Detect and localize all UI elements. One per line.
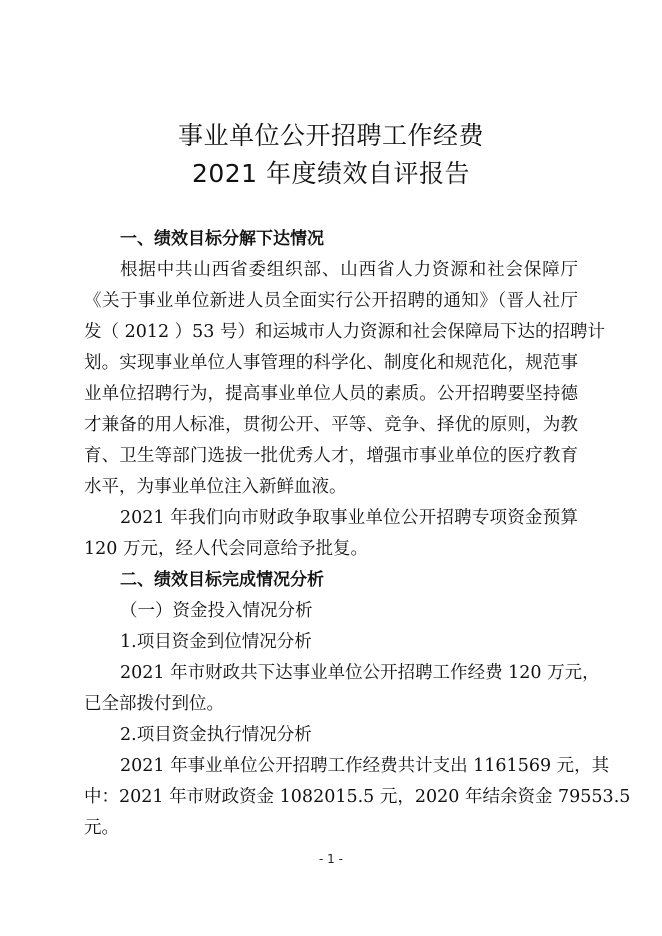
body-line: 育、卫生等部门选拔一批优秀人才，增强市事业单位的医疗教育 [84, 446, 578, 466]
body-line: 120 万元，经人代会同意给予批复。 [84, 539, 368, 559]
body-line: 水平，为事业单位注入新鲜血液。 [84, 477, 347, 497]
body-line: 2021 年市财政共下达事业单位公开招聘工作经费 120 万元， [120, 663, 600, 683]
document-body [84, 224, 631, 844]
document-title-line-1: 事业单位公开招聘工作经费 [177, 121, 484, 150]
document-title-line-2: 2021 年度绩效自评报告 [191, 159, 471, 188]
body-line: 发（ 2012 ）53 号）和运城市人力资源和社会保障局下达的招聘计 [84, 322, 605, 342]
body-line: 元。 [84, 818, 119, 838]
body-line: 划。实现事业单位人事管理的科学化、制度化和规范化，规范事 [84, 353, 578, 373]
body-line: （一）资金投入情况分析 [120, 601, 313, 621]
body-line: 根据中共山西省委组织部、山西省人力资源和社会保障厅 [120, 260, 578, 280]
body-line: 二、绩效目标完成情况分析 [120, 570, 324, 590]
body-line: 中：2021 年市财政资金 1082015.5 元，2020 年结余资金 79553.5 [84, 787, 631, 807]
body-line: 已全部拨付到位。 [84, 694, 224, 714]
body-line: 才兼备的用人标准，贯彻公开、平等、竞争、择优的原则，为教 [84, 415, 578, 435]
body-line: 2021 年事业单位公开招聘工作经费共计支出 1161569 元，其 [120, 756, 610, 776]
body-line: 1.项目资金到位情况分析 [120, 632, 312, 652]
page-number: - 1 - [319, 852, 343, 866]
body-line: 业单位招聘行为，提高事业单位人员的素质。公开招聘要坚持德 [84, 384, 578, 404]
body-line: 一、绩效目标分解下达情况 [120, 229, 324, 249]
body-line: 2021 年我们向市财政争取事业单位公开招聘专项资金预算 [120, 508, 578, 528]
body-line: 2.项目资金执行情况分析 [120, 725, 312, 745]
body-line: 《关于事业单位新进人员全面实行公开招聘的通知》（晋人社厅 [84, 291, 578, 311]
